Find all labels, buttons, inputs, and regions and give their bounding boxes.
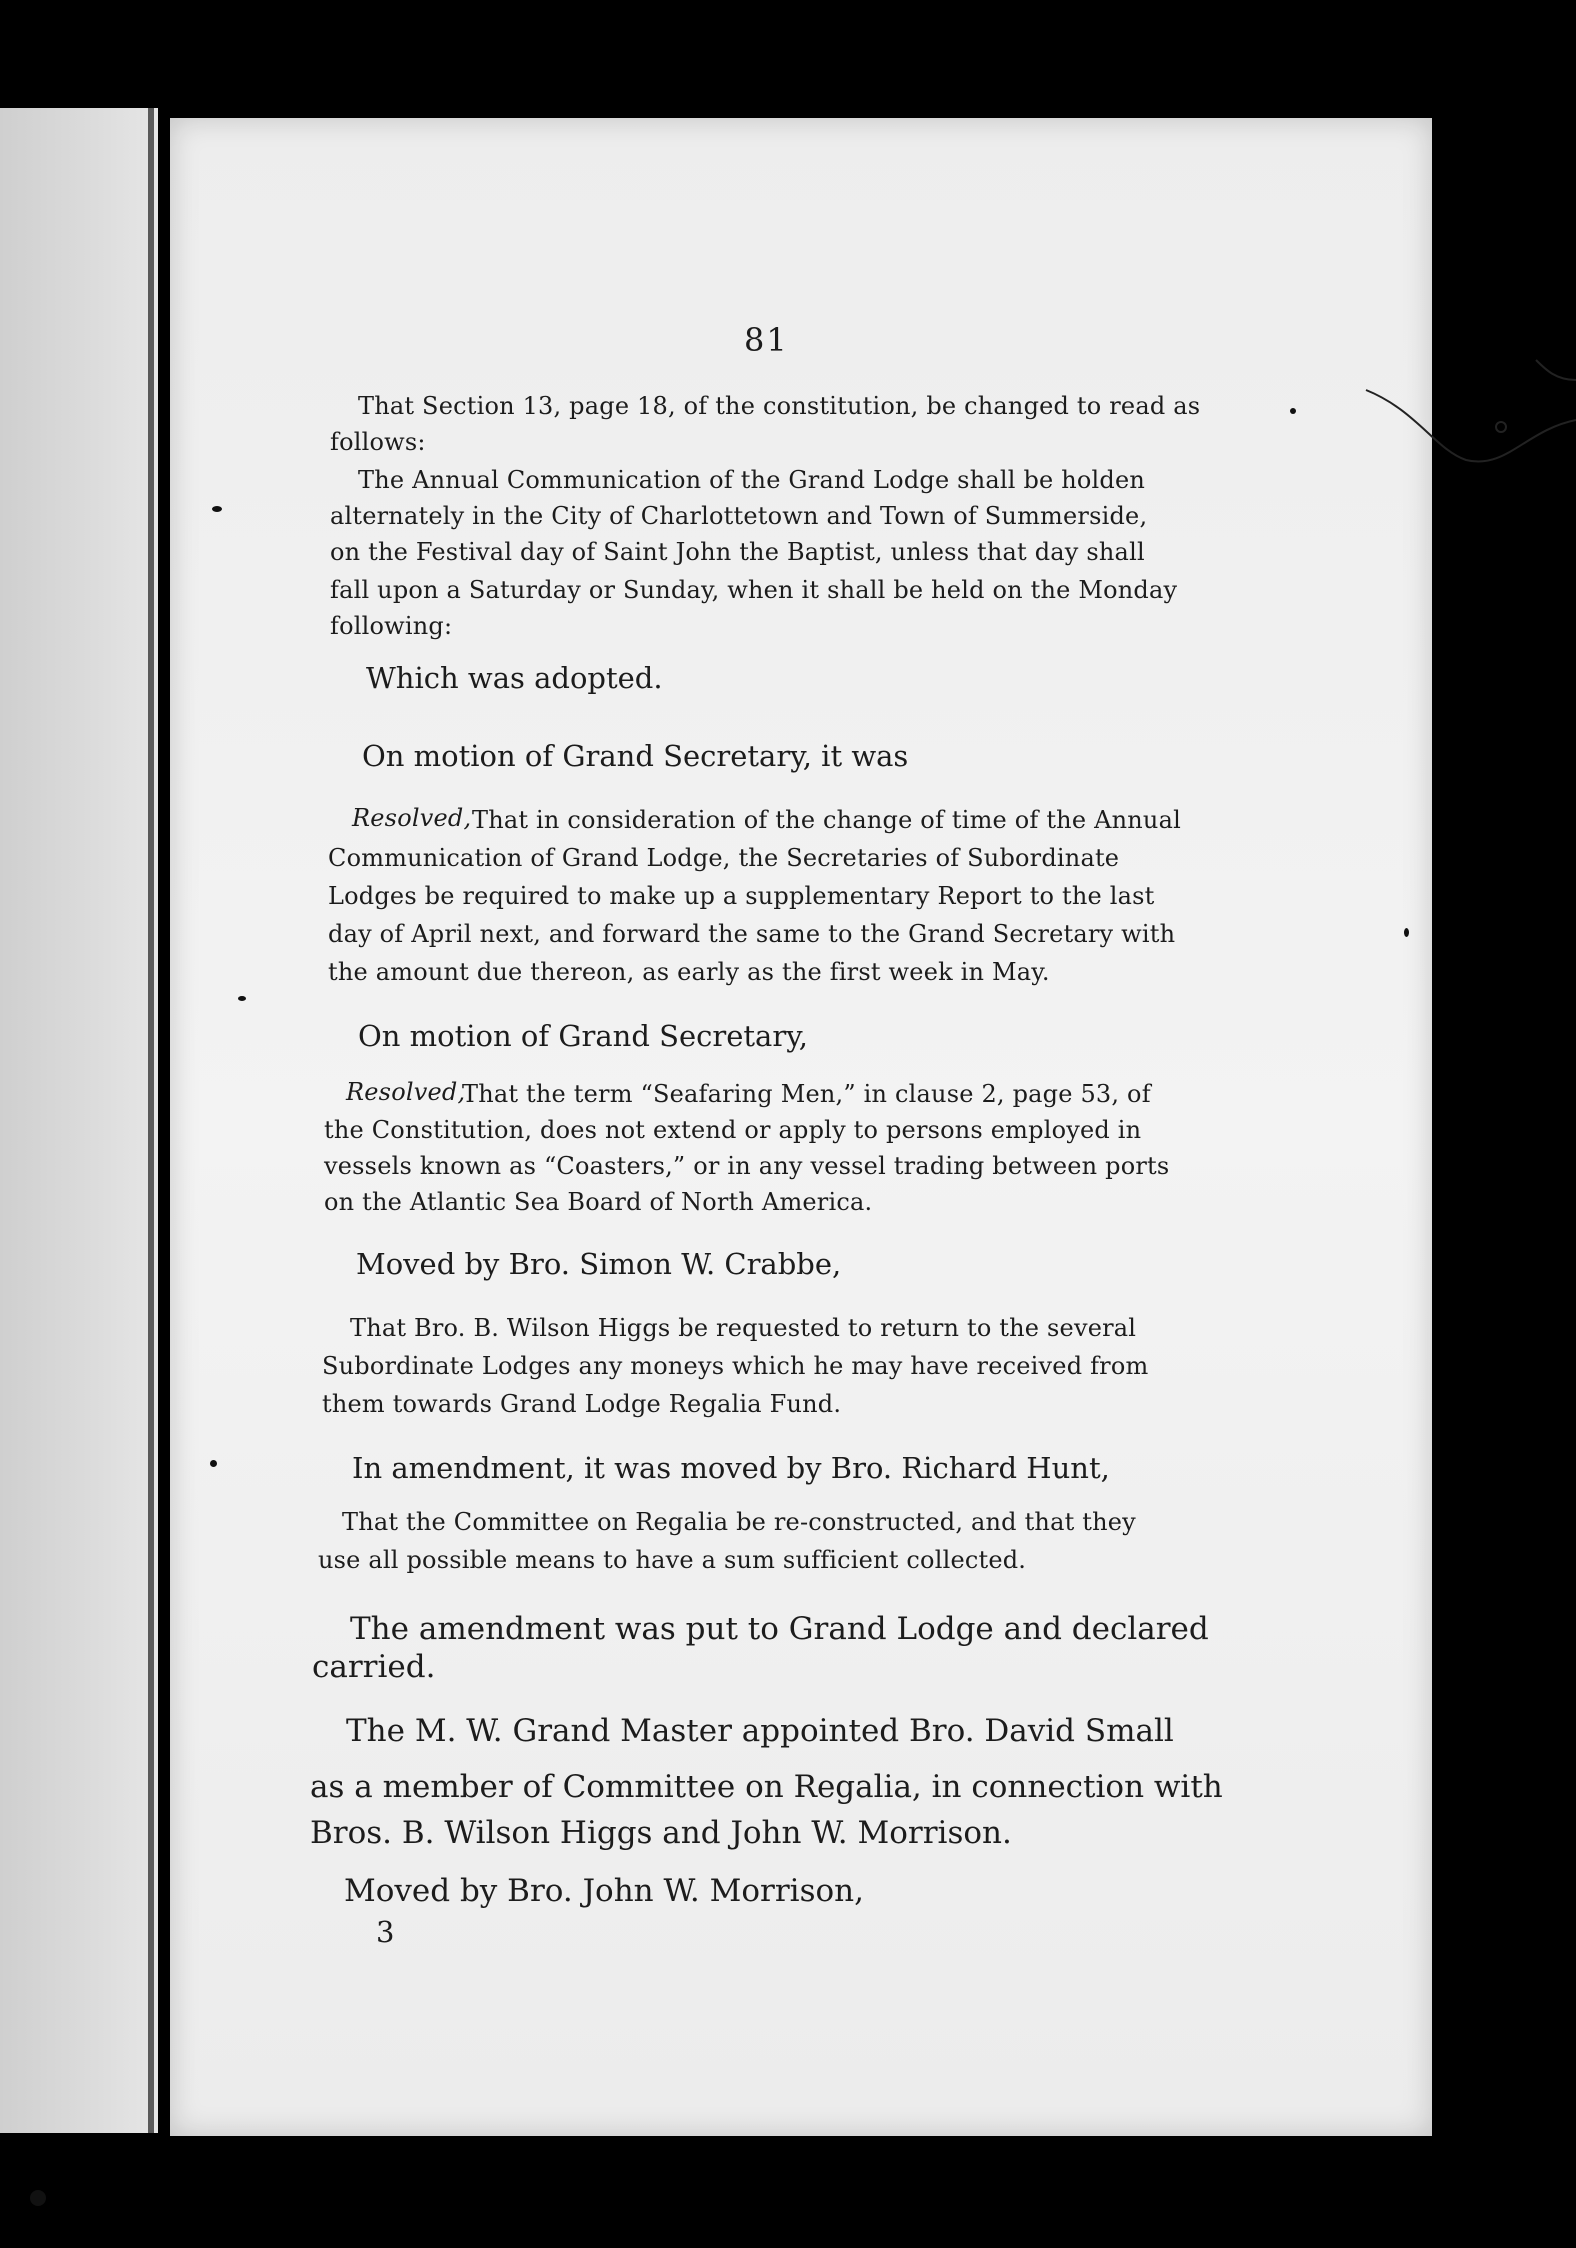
text-line: Lodges be required to make up a supplementary Report to the last (328, 882, 1155, 910)
text-line: Moved by Bro. Simon W. Crabbe, (356, 1247, 842, 1281)
text-line: On motion of Grand Secretary, it was (362, 739, 909, 773)
text-line: alternately in the City of Charlottetown and Town of Summerside, (330, 502, 1148, 530)
ink-speck (212, 506, 222, 512)
text-line: The amendment was put to Grand Lodge and declared (350, 1611, 1209, 1647)
text-line: use all possible means to have a sum sufficient collected. (318, 1546, 1027, 1574)
facing-page-edge (0, 108, 158, 2133)
text-line: on the Festival day of Saint John the Baptist, unless that day shall (330, 538, 1145, 566)
ink-speck (1290, 408, 1296, 414)
text-line: the Constitution, does not extend or apply to persons employed in (324, 1116, 1142, 1144)
text-line: as a member of Committee on Regalia, in connection with (310, 1769, 1223, 1805)
text-line: The Annual Communication of the Grand Lodge shall be holden (358, 466, 1146, 494)
text-line: In amendment, it was moved by Bro. Richard Hunt, (352, 1451, 1110, 1485)
text-line: On motion of Grand Secretary, (358, 1019, 808, 1053)
text-line: day of April next, and forward the same to the Grand Secretary with (328, 920, 1176, 948)
text-line: Moved by Bro. John W. Morrison, (344, 1873, 864, 1909)
text-line: That in consideration of the change of time of the Annual (472, 806, 1181, 834)
signature-mark: 3 (376, 1915, 395, 1949)
text-line: following: (330, 612, 453, 640)
text-line: on the Atlantic Sea Board of North America. (324, 1188, 873, 1216)
resolved-label: Resolved, (346, 1078, 466, 1106)
text-line: carried. (312, 1649, 436, 1685)
ink-speck (210, 1460, 217, 1467)
page-number: 81 (744, 321, 789, 359)
text-line: fall upon a Saturday or Sunday, when it shall be held on the Monday (330, 576, 1178, 604)
text-line: That Section 13, page 18, of the constitution, be changed to read as (358, 392, 1201, 420)
text-line: vessels known as “Coasters,” or in any vessel trading between ports (324, 1152, 1170, 1180)
text-line: Communication of Grand Lodge, the Secretaries of Subordinate (328, 844, 1120, 872)
text-line: The M. W. Grand Master appointed Bro. David Small (346, 1713, 1174, 1749)
text-line: them towards Grand Lodge Regalia Fund. (322, 1390, 842, 1418)
ink-speck (30, 2190, 46, 2206)
text-line: Subordinate Lodges any moneys which he may have received from (322, 1352, 1149, 1380)
text-line: Bros. B. Wilson Higgs and John W. Morrison. (310, 1815, 1012, 1851)
text-line: That Bro. B. Wilson Higgs be requested to return to the several (350, 1314, 1137, 1342)
text-line: the amount due thereon, as early as the first week in May. (328, 958, 1050, 986)
text-line: That the Committee on Regalia be re-constructed, and that they (342, 1508, 1136, 1536)
text-line: That the term “Seafaring Men,” in clause 2, page 53, of (462, 1080, 1151, 1108)
stray-thread (1276, 330, 1576, 490)
ink-speck (238, 996, 246, 1001)
ink-speck (1404, 928, 1409, 937)
text-line: follows: (330, 428, 426, 456)
binding-gutter (148, 108, 154, 2133)
text-line: Which was adopted. (366, 661, 663, 695)
resolved-label: Resolved, (352, 804, 472, 832)
